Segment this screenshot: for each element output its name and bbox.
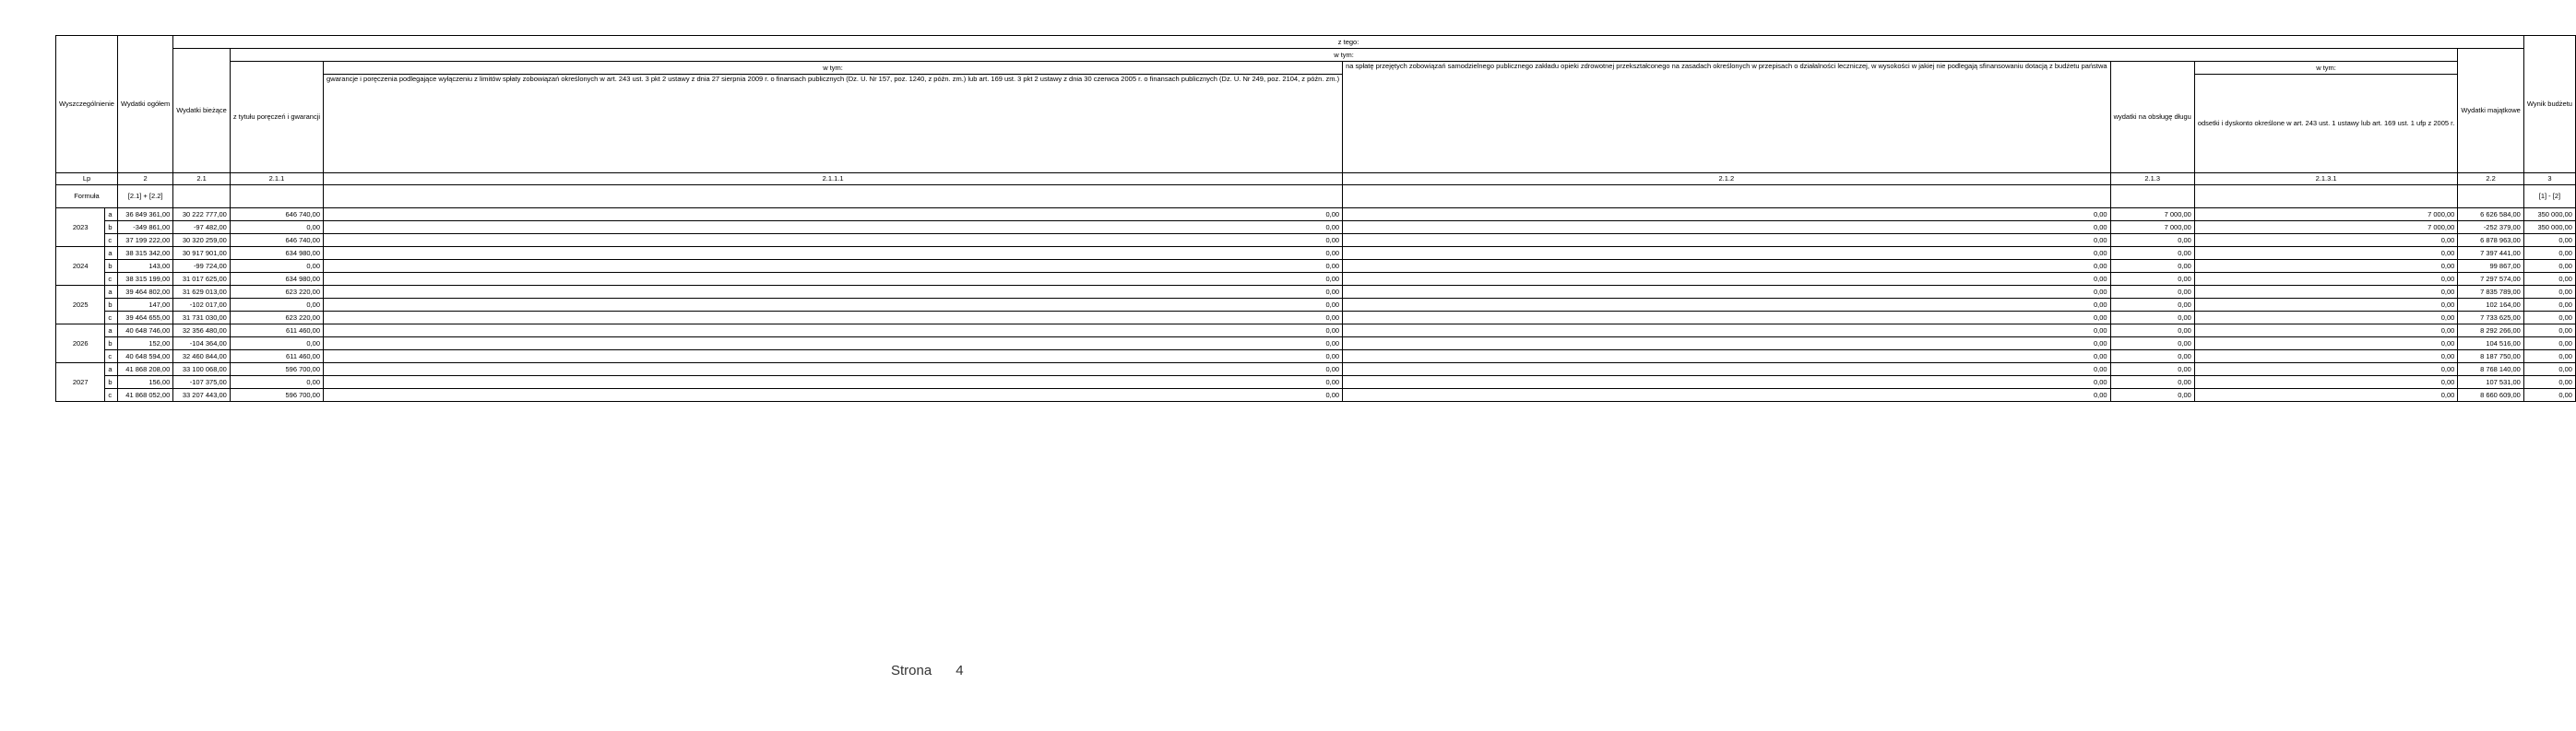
value-cell: 0,00 <box>2110 247 2194 260</box>
value-cell: 634 980,00 <box>230 273 323 286</box>
header-na-splate-zobowiazan: na spłatę przejętych zobowiązań samodzielnego publicznego zakładu opieki zdrowotnej przekształconego na zasadach określonych w przepisach o działalności leczniczej, w wysokości w jakiej nie podlegają sfinansowaniu dotacją z budżetu państwa <box>1343 62 2110 173</box>
value-cell: 40 648 594,00 <box>117 350 172 363</box>
value-cell: 38 315 199,00 <box>117 273 172 286</box>
value-cell: 0,00 <box>2110 260 2194 273</box>
formula-empty <box>2110 185 2194 208</box>
value-cell: -104 364,00 <box>173 337 231 350</box>
table-row <box>56 221 2576 234</box>
value-cell: 7 397 441,00 <box>2458 247 2524 260</box>
value-cell: 37 199 222,00 <box>117 234 172 247</box>
value-cell: 0,00 <box>2194 337 2458 350</box>
value-cell: 39 464 802,00 <box>117 286 172 299</box>
value-cell: 143,00 <box>117 260 172 273</box>
value-cell: 611 460,00 <box>230 324 323 337</box>
value-cell: 30 222 777,00 <box>173 208 231 221</box>
value-cell: 0,00 <box>1343 324 2110 337</box>
value-cell: 0,00 <box>324 247 1343 260</box>
lp-cell: 2.1 <box>173 173 231 185</box>
value-cell: 0,00 <box>324 350 1343 363</box>
header-odsetki-dyskonto: odsetki i dyskonto określone w art. 243 ust. 1 ustawy lub art. 169 ust. 1 ufp z 2005 r. <box>2194 75 2458 173</box>
formula-wynik: [1] - [2] <box>2523 185 2575 208</box>
value-cell: 0,00 <box>1343 389 2110 402</box>
value-cell: 0,00 <box>324 221 1343 234</box>
year-cell: 2024 <box>56 247 105 286</box>
lp-cell: 3 <box>2523 173 2575 185</box>
table-row <box>56 247 2576 260</box>
value-cell: 152,00 <box>117 337 172 350</box>
value-cell: 0,00 <box>2110 299 2194 312</box>
value-cell: 0,00 <box>324 324 1343 337</box>
value-cell: 646 740,00 <box>230 234 323 247</box>
value-cell: 0,00 <box>324 312 1343 324</box>
lp-cell: 2.2 <box>2458 173 2524 185</box>
value-cell: 6 878 963,00 <box>2458 234 2524 247</box>
value-cell: 0,00 <box>1343 337 2110 350</box>
sub-row-label: b <box>105 337 118 350</box>
value-cell: 0,00 <box>1343 299 2110 312</box>
value-cell: 0,00 <box>2194 286 2458 299</box>
header-wydatki-majatkowe: Wydatki majątkowe <box>2458 49 2524 173</box>
value-cell: 156,00 <box>117 376 172 389</box>
value-cell: 0,00 <box>1343 234 2110 247</box>
value-cell: 0,00 <box>1343 208 2110 221</box>
value-cell: 7 297 574,00 <box>2458 273 2524 286</box>
value-cell: 0,00 <box>324 260 1343 273</box>
sub-row-label: b <box>105 299 118 312</box>
header-wyszczegolnienie: Wyszczególnienie <box>56 36 118 173</box>
value-cell: 0,00 <box>2194 247 2458 260</box>
value-cell: 107 531,00 <box>2458 376 2524 389</box>
value-cell: 646 740,00 <box>230 208 323 221</box>
value-cell: 0,00 <box>1343 286 2110 299</box>
value-cell: 0,00 <box>2194 389 2458 402</box>
header-z-tytulu-poreczen: z tytułu poręczeń i gwarancji <box>230 62 323 173</box>
value-cell: 0,00 <box>2194 299 2458 312</box>
value-cell: 596 700,00 <box>230 389 323 402</box>
header-w-tym-1: w tym: <box>230 49 2458 62</box>
table-row <box>56 324 2576 337</box>
value-cell: 147,00 <box>117 299 172 312</box>
table-row <box>56 286 2576 299</box>
value-cell: 7 000,00 <box>2194 221 2458 234</box>
value-cell: 7 835 789,00 <box>2458 286 2524 299</box>
value-cell: 99 867,00 <box>2458 260 2524 273</box>
value-cell: 0,00 <box>2110 337 2194 350</box>
page-label: Strona <box>891 663 932 678</box>
value-cell: 0,00 <box>2110 234 2194 247</box>
value-cell: 0,00 <box>2523 337 2575 350</box>
value-cell: 36 849 361,00 <box>117 208 172 221</box>
value-cell: 38 315 342,00 <box>117 247 172 260</box>
table-row <box>56 376 2576 389</box>
value-cell: 0,00 <box>324 208 1343 221</box>
value-cell: 0,00 <box>1343 363 2110 376</box>
value-cell: 0,00 <box>324 389 1343 402</box>
value-cell: -252 379,00 <box>2458 221 2524 234</box>
value-cell: 0,00 <box>1343 312 2110 324</box>
year-cell: 2026 <box>56 324 105 363</box>
sub-row-label: a <box>105 247 118 260</box>
value-cell: 0,00 <box>1343 350 2110 363</box>
value-cell: 31 017 625,00 <box>173 273 231 286</box>
value-cell: 0,00 <box>2194 260 2458 273</box>
sub-row-label: c <box>105 389 118 402</box>
value-cell: 8 292 266,00 <box>2458 324 2524 337</box>
value-cell: 0,00 <box>324 286 1343 299</box>
formula-empty <box>2194 185 2458 208</box>
lp-cell: 2.1.3.1 <box>2194 173 2458 185</box>
value-cell: 0,00 <box>2110 350 2194 363</box>
lp-cell: 2 <box>117 173 172 185</box>
value-cell: 0,00 <box>230 221 323 234</box>
header-wydatki-biezace: Wydatki bieżące <box>173 49 231 173</box>
formula-empty <box>230 185 323 208</box>
value-cell: 30 320 259,00 <box>173 234 231 247</box>
value-cell: 0,00 <box>2523 247 2575 260</box>
value-cell: -97 482,00 <box>173 221 231 234</box>
header-z-tego: z tego: <box>173 36 2524 49</box>
value-cell: 623 220,00 <box>230 286 323 299</box>
value-cell: 7 733 625,00 <box>2458 312 2524 324</box>
lp-cell: 2.1.3 <box>2110 173 2194 185</box>
value-cell: 0,00 <box>230 260 323 273</box>
budget-table <box>55 35 2576 402</box>
value-cell: 596 700,00 <box>230 363 323 376</box>
value-cell: 0,00 <box>2110 286 2194 299</box>
value-cell: 0,00 <box>2523 350 2575 363</box>
value-cell: 8 187 750,00 <box>2458 350 2524 363</box>
table-row <box>56 363 2576 376</box>
formula-empty <box>1343 185 2110 208</box>
value-cell: 0,00 <box>2523 376 2575 389</box>
sub-row-label: b <box>105 376 118 389</box>
value-cell: 0,00 <box>2110 389 2194 402</box>
sub-row-label: c <box>105 234 118 247</box>
value-cell: 31 731 030,00 <box>173 312 231 324</box>
sub-row-label: b <box>105 260 118 273</box>
value-cell: 0,00 <box>2523 286 2575 299</box>
value-cell: 41 868 208,00 <box>117 363 172 376</box>
table-row <box>56 350 2576 363</box>
table-row <box>56 337 2576 350</box>
header-wydatki-obsluge-dlugu: wydatki na obsługę długu <box>2110 62 2194 173</box>
table-row <box>56 312 2576 324</box>
value-cell: 0,00 <box>2194 376 2458 389</box>
value-cell: 0,00 <box>324 376 1343 389</box>
value-cell: 40 648 746,00 <box>117 324 172 337</box>
value-cell: 623 220,00 <box>230 312 323 324</box>
value-cell: 32 460 844,00 <box>173 350 231 363</box>
sub-row-label: c <box>105 273 118 286</box>
value-cell: 0,00 <box>2523 234 2575 247</box>
value-cell: 0,00 <box>1343 273 2110 286</box>
header-w-tym-3: w tym: <box>2194 62 2458 75</box>
formula-empty <box>2458 185 2524 208</box>
value-cell: -107 375,00 <box>173 376 231 389</box>
table-row <box>56 299 2576 312</box>
value-cell: 0,00 <box>2523 299 2575 312</box>
value-cell: 0,00 <box>1343 247 2110 260</box>
year-cell: 2023 <box>56 208 105 247</box>
value-cell: 39 464 655,00 <box>117 312 172 324</box>
value-cell: 32 356 480,00 <box>173 324 231 337</box>
value-cell: 0,00 <box>2194 234 2458 247</box>
value-cell: 8 768 140,00 <box>2458 363 2524 376</box>
formula-label: Formuła <box>56 185 118 208</box>
sub-row-label: c <box>105 312 118 324</box>
lp-cell: 2.1.1 <box>230 173 323 185</box>
value-cell: 0,00 <box>230 299 323 312</box>
value-cell: 0,00 <box>324 337 1343 350</box>
formula-empty <box>324 185 1343 208</box>
header-w-tym-2: w tym: <box>324 62 1343 75</box>
table-row <box>56 208 2576 221</box>
page-footer <box>891 663 964 678</box>
value-cell: -349 861,00 <box>117 221 172 234</box>
header-wydatki-ogolem: Wydatki ogółem <box>117 36 172 173</box>
value-cell: 0,00 <box>2523 312 2575 324</box>
value-cell: 0,00 <box>230 376 323 389</box>
value-cell: 0,00 <box>2110 363 2194 376</box>
value-cell: 7 000,00 <box>2110 221 2194 234</box>
header-wynik-budzetu: Wynik budżetu <box>2523 36 2575 173</box>
header-gwarancje-poreczenia: gwarancje i poręczenia podlegające wyłączeniu z limitów spłaty zobowiązań określonych w art. 243 ust. 3 pkt 2 ustawy z dnia 27 sierpnia 2009 r. o finansach publicznych (Dz. U. Nr 157, poz. 1240, z późn. zm.) lub art. 169 ust. 3 pkt 2 ustawy z dnia 30 czerwca 2005 r. o finansach publicznych (Dz. U. Nr 249, poz. 2104, z późn. zm.) <box>324 75 1343 173</box>
table-row <box>56 234 2576 247</box>
value-cell: 350 000,00 <box>2523 208 2575 221</box>
value-cell: 611 460,00 <box>230 350 323 363</box>
sub-row-label: a <box>105 363 118 376</box>
value-cell: 8 660 609,00 <box>2458 389 2524 402</box>
sub-row-label: b <box>105 221 118 234</box>
value-cell: 0,00 <box>2194 312 2458 324</box>
value-cell: 0,00 <box>324 363 1343 376</box>
lp-cell: Lp <box>56 173 118 185</box>
value-cell: 7 000,00 <box>2194 208 2458 221</box>
value-cell: 0,00 <box>230 337 323 350</box>
page-number: 4 <box>956 663 964 678</box>
value-cell: 0,00 <box>1343 376 2110 389</box>
year-cell: 2027 <box>56 363 105 402</box>
value-cell: 102 164,00 <box>2458 299 2524 312</box>
value-cell: 634 980,00 <box>230 247 323 260</box>
value-cell: 31 629 013,00 <box>173 286 231 299</box>
sub-row-label: a <box>105 286 118 299</box>
value-cell: 0,00 <box>2110 376 2194 389</box>
value-cell: 0,00 <box>2110 312 2194 324</box>
value-cell: 0,00 <box>2523 324 2575 337</box>
value-cell: 33 207 443,00 <box>173 389 231 402</box>
sub-row-label: a <box>105 208 118 221</box>
value-cell: 0,00 <box>2194 350 2458 363</box>
value-cell: 0,00 <box>1343 221 2110 234</box>
lp-cell: 2.1.1.1 <box>324 173 1343 185</box>
value-cell: 0,00 <box>2194 363 2458 376</box>
value-cell: 41 868 052,00 <box>117 389 172 402</box>
table-row <box>56 389 2576 402</box>
value-cell: 33 100 068,00 <box>173 363 231 376</box>
table-row <box>56 273 2576 286</box>
value-cell: 0,00 <box>2194 273 2458 286</box>
value-cell: -99 724,00 <box>173 260 231 273</box>
value-cell: 0,00 <box>2110 273 2194 286</box>
value-cell: -102 017,00 <box>173 299 231 312</box>
value-cell: 0,00 <box>2523 363 2575 376</box>
year-cell: 2025 <box>56 286 105 324</box>
value-cell: 0,00 <box>1343 260 2110 273</box>
value-cell: 0,00 <box>324 299 1343 312</box>
sub-row-label: a <box>105 324 118 337</box>
sub-row-label: c <box>105 350 118 363</box>
value-cell: 0,00 <box>2194 324 2458 337</box>
formula-total: [2.1] + [2.2] <box>117 185 172 208</box>
value-cell: 0,00 <box>2110 324 2194 337</box>
value-cell: 104 516,00 <box>2458 337 2524 350</box>
lp-cell: 2.1.2 <box>1343 173 2110 185</box>
value-cell: 6 626 584,00 <box>2458 208 2524 221</box>
value-cell: 0,00 <box>324 273 1343 286</box>
formula-empty <box>173 185 231 208</box>
value-cell: 30 917 901,00 <box>173 247 231 260</box>
value-cell: 0,00 <box>2523 389 2575 402</box>
value-cell: 0,00 <box>2523 260 2575 273</box>
value-cell: 7 000,00 <box>2110 208 2194 221</box>
value-cell: 0,00 <box>2523 273 2575 286</box>
value-cell: 0,00 <box>324 234 1343 247</box>
value-cell: 350 000,00 <box>2523 221 2575 234</box>
table-row <box>56 260 2576 273</box>
